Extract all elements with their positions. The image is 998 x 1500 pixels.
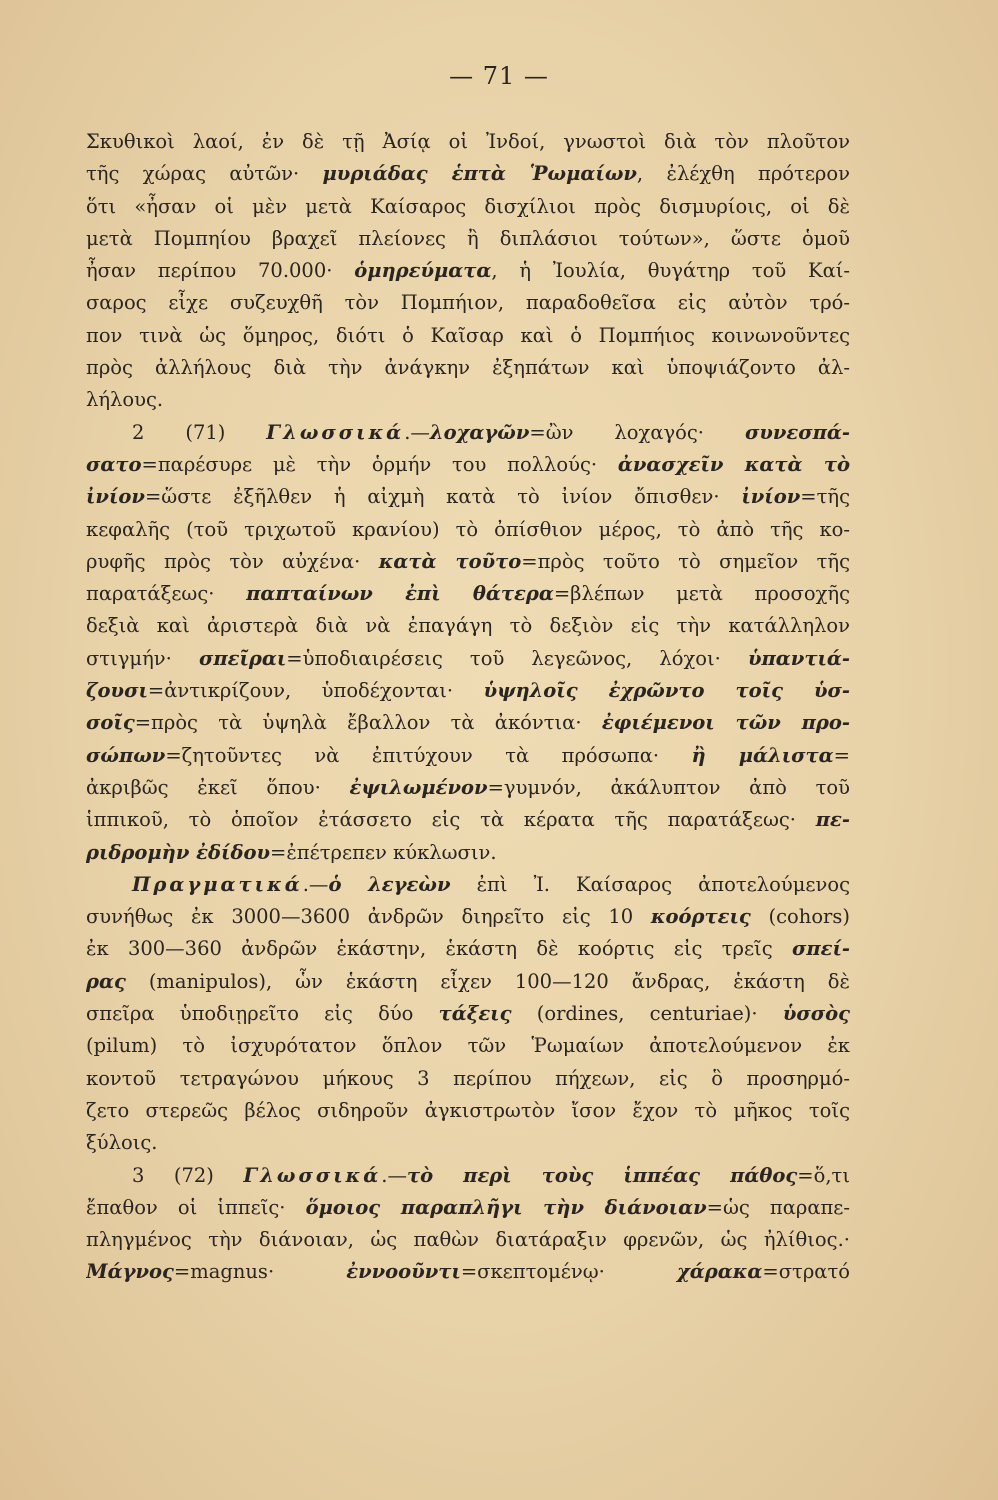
bold-term: σπεῖραι bbox=[198, 646, 287, 670]
text-line bbox=[86, 255, 850, 287]
text-line bbox=[86, 643, 850, 675]
text-segment: =βλέπων μετὰ προσοχῆς bbox=[553, 582, 850, 606]
text-segment: =magnus· bbox=[173, 1260, 347, 1284]
text-segment: (pilum) τὸ ἰσχυρότατον ὅπλον τῶν Ῥωμαίων ἀποτελούμενον ἐκ bbox=[86, 1034, 850, 1058]
text-segment: (ordines, centuriae)· bbox=[511, 1002, 783, 1026]
bold-term: ὁμηρεύματα bbox=[354, 259, 492, 283]
text-segment: =παρέσυρε μὲ τὴν ὁρμήν του πολλούς· bbox=[141, 452, 618, 476]
text-line bbox=[86, 417, 850, 449]
bold-term: Γλωσσικά bbox=[266, 420, 405, 444]
text-segment: ἔπαθον οἱ ἱππεῖς· bbox=[86, 1195, 306, 1219]
bold-term: χάρακα bbox=[676, 1260, 763, 1284]
text-segment: =ὅ,τι bbox=[797, 1163, 850, 1187]
text-segment: .— bbox=[404, 420, 430, 444]
text-segment: στιγμήν· bbox=[86, 646, 199, 670]
text-segment: ρυφῆς πρὸς τὸν αὐχένα· bbox=[86, 549, 379, 573]
text-segment: μετὰ Πομπηίου βραχεῖ πλείονες ἢ διπλάσιοι τούτων», ὥστε ὁμοῦ bbox=[86, 226, 850, 250]
text-segment: τῆς χώρας αὐτῶν· bbox=[86, 162, 323, 186]
bold-term: ἐψιλωμένον bbox=[349, 775, 488, 799]
text-segment: =γυμνόν, ἀκάλυπτον ἀπὸ τοῦ bbox=[487, 775, 850, 799]
text-segment: δεξιὰ καὶ ἀριστερὰ διὰ νὰ ἐπαγάγη τὸ δεξιὸν εἰς τὴν κατάλληλον bbox=[86, 614, 850, 638]
bold-term: ζουσι bbox=[86, 679, 148, 703]
bold-term: ὅμοιος παραπλῆγι τὴν διάνοιαν bbox=[305, 1195, 707, 1219]
text-segment: = bbox=[833, 743, 850, 767]
text-segment: ὅτι «ἦσαν οἱ μὲν μετὰ Καίσαρος δισχίλιοι πρὸς δισμυρίοις, οἱ δὲ bbox=[86, 194, 850, 218]
text-segment: .— bbox=[381, 1163, 407, 1187]
text-segment: ἐπὶ Ἰ. Καίσαρος ἀποτελούμενος bbox=[450, 872, 850, 896]
text-line bbox=[86, 546, 850, 578]
bold-term: σπεί- bbox=[791, 937, 850, 961]
text-line bbox=[86, 675, 850, 707]
text-segment: κεφαλῆς (τοῦ τριχωτοῦ κρανίου) τὸ ὀπίσθιον μέρος, τὸ ἀπὸ τῆς κο- bbox=[86, 517, 850, 541]
bold-term: ἰνίον bbox=[741, 485, 801, 509]
bold-term: ριδρομὴν ἐδίδου bbox=[86, 840, 270, 864]
text-line bbox=[86, 901, 850, 933]
text-segment: =πρὸς τοῦτο τὸ σημεῖον τῆς bbox=[521, 549, 850, 573]
text-line bbox=[86, 707, 850, 739]
text-segment: =ἀντικρίζουν, ὑποδέχονται· bbox=[147, 679, 484, 703]
text-line bbox=[86, 610, 850, 642]
bold-term: πε- bbox=[815, 808, 850, 832]
text-segment: 2 (71) bbox=[132, 420, 267, 444]
bold-term: παπταίνων ἐπὶ θάτερα bbox=[246, 582, 554, 606]
bold-term: κοόρτεις bbox=[650, 905, 751, 929]
text-line bbox=[86, 158, 850, 190]
text-line bbox=[86, 1063, 850, 1095]
bold-term: τάξεις bbox=[438, 1002, 512, 1026]
text-segment: ἦσαν περίπου 70.000· bbox=[86, 259, 355, 283]
text-segment: Σκυθικοὶ λαοί, ἐν δὲ τῇ Ἀσίᾳ οἱ Ἰνδοί, γνωστοὶ διὰ τὸν πλοῦτον bbox=[86, 130, 850, 153]
bold-term: ἢ μάλιστα bbox=[691, 743, 834, 767]
text-line bbox=[86, 740, 850, 772]
bold-term: Γλωσσικά bbox=[243, 1163, 382, 1187]
bold-term: σώπων bbox=[86, 743, 166, 767]
text-line bbox=[86, 837, 850, 869]
text-line bbox=[86, 1095, 850, 1127]
bold-term: ὑπαντιά- bbox=[748, 646, 850, 670]
text-line bbox=[86, 578, 850, 610]
bold-term: τὸ περὶ τοὺς ἱππέας πάθος bbox=[406, 1163, 798, 1187]
text-segment: λήλους. bbox=[86, 388, 164, 412]
text-line bbox=[86, 966, 850, 998]
text-line bbox=[86, 352, 850, 384]
text-segment: συνήθως ἐκ 3000—3600 ἀνδρῶν διηρεῖτο εἰς 10 bbox=[86, 905, 651, 929]
text-segment: 3 (72) bbox=[132, 1163, 244, 1187]
text-segment: =ζητοῦντες νὰ ἐπιτύχουν τὰ πρόσωπα· bbox=[165, 743, 692, 767]
page-number: — 71 — bbox=[449, 62, 549, 90]
text-line bbox=[86, 933, 850, 965]
text-line bbox=[86, 481, 850, 513]
bold-term: συνεσπά- bbox=[744, 420, 850, 444]
bold-term: σατο bbox=[86, 452, 142, 476]
text-line bbox=[86, 869, 850, 901]
text-segment: .— bbox=[302, 872, 329, 896]
text-segment: πληγμένος τὴν διάνοιαν, ὡς παθὼν διατάραξιν φρενῶν, ὡς ἠλίθιος.· bbox=[86, 1228, 850, 1252]
text-line bbox=[86, 772, 850, 804]
bold-term: ὑσσὸς bbox=[782, 1002, 850, 1026]
text-segment: =ἐπέτρεπεν κύκλωσιν. bbox=[270, 840, 497, 864]
bold-term: λοχαγῶν bbox=[429, 420, 530, 444]
text-segment: παρατάξεως· bbox=[86, 582, 247, 606]
text-line bbox=[86, 1224, 850, 1256]
text-line bbox=[86, 1127, 850, 1159]
bold-term: ρας bbox=[86, 969, 126, 993]
text-segment: , ἡ Ἰουλία, θυγάτηρ τοῦ Καί- bbox=[491, 259, 850, 283]
text-segment: =ὑποδιαιρέσεις τοῦ λεγεῶνος, λόχοι· bbox=[286, 646, 748, 670]
bold-term: Μάγνος bbox=[86, 1260, 174, 1284]
text-line bbox=[86, 998, 850, 1030]
text-line bbox=[86, 191, 850, 223]
text-segment: πον τινὰ ὡς ὅμηρος, διότι ὁ Καῖσαρ καὶ ὁ Πομπήιος κοινωνοῦντες bbox=[86, 323, 850, 347]
bold-term: ὁ λεγεὼν bbox=[328, 872, 451, 896]
text-line bbox=[86, 514, 850, 546]
text-segment: ἱππικοῦ, τὸ ὁποῖον ἐτάσσετο εἰς τὰ κέρατα τῆς παρατάξεως· bbox=[86, 808, 816, 832]
text-line bbox=[86, 126, 850, 158]
text-line bbox=[86, 449, 850, 481]
bold-term: σοῖς bbox=[86, 711, 135, 735]
text-segment: =στρατό bbox=[762, 1260, 850, 1284]
text-segment: κοντοῦ τετραγώνου μήκους 3 περίπου πήχεων, εἰς ὃ προσηρμό- bbox=[86, 1066, 850, 1090]
text-segment: (cohors) bbox=[750, 905, 850, 929]
text-line bbox=[86, 223, 850, 255]
text-segment: =τῆς bbox=[800, 485, 850, 509]
text-segment: πρὸς ἀλλήλους διὰ τὴν ἀνάγκην ἐξηπάτων καὶ ὑποψιάζοντο ἀλ- bbox=[86, 356, 850, 380]
bold-term: ἐφιέμενοι τῶν προ- bbox=[601, 711, 850, 735]
text-segment: , ἐλέχθη πρότερον bbox=[636, 162, 850, 186]
bold-term: ἰνίον bbox=[86, 485, 145, 509]
text-line bbox=[86, 1160, 850, 1192]
bold-term: μυριάδας ἑπτὰ Ῥωμαίων bbox=[322, 162, 637, 186]
bold-term: Πραγματικά bbox=[132, 872, 303, 896]
text-segment: ζετο στερεῶς βέλος σιδηροῦν ἀγκιστρωτὸν ἴσον ἔχον τὸ μῆκος τοῖς bbox=[86, 1098, 850, 1122]
text-line bbox=[86, 1030, 850, 1062]
text-segment: ξύλοις. bbox=[86, 1131, 158, 1155]
text-segment: =ὡς παραπε- bbox=[706, 1195, 850, 1219]
text-line bbox=[86, 1192, 850, 1224]
text-segment: =ὢν λοχαγός· bbox=[529, 420, 745, 444]
text-segment: =ὥστε ἐξῆλθεν ἡ αἰχμὴ κατὰ τὸ ἰνίον ὄπισθεν· bbox=[144, 485, 742, 509]
body-text bbox=[86, 126, 850, 1289]
text-segment: ἀκριβῶς ἐκεῖ ὅπου· bbox=[86, 775, 350, 799]
text-segment: σπεῖρα ὑποδιῃρεῖτο εἰς δύο bbox=[86, 1002, 439, 1026]
text-segment: =πρὸς τὰ ὑψηλὰ ἔβαλλον τὰ ἀκόντια· bbox=[134, 711, 602, 735]
bold-term: ὑψηλοῖς ἐχρῶντο τοῖς ὑσ- bbox=[483, 679, 850, 703]
text-segment: ἐκ 300—360 ἀνδρῶν ἑκάστην, ἑκάστη δὲ κοόρτις εἰς τρεῖς bbox=[86, 937, 792, 961]
text-line bbox=[86, 287, 850, 319]
text-line bbox=[86, 320, 850, 352]
bold-term: ἀνασχεῖν κατὰ τὸ bbox=[617, 452, 850, 476]
text-line bbox=[86, 1256, 850, 1288]
text-segment: σαρος εἶχε συζευχθῆ τὸν Πομπήιον, παραδοθεῖσα εἰς αὐτὸν τρό- bbox=[86, 291, 850, 315]
bold-term: κατὰ τοῦτο bbox=[378, 549, 522, 573]
text-line bbox=[86, 384, 850, 416]
bold-term: ἐννοοῦντι bbox=[346, 1260, 461, 1284]
text-segment: =σκεπτομένῳ· bbox=[460, 1260, 677, 1284]
text-line bbox=[86, 804, 850, 836]
text-segment: (manipulos), ὧν ἑκάστη εἶχεν 100—120 ἄνδρας, ἑκάστη δὲ bbox=[125, 969, 850, 993]
